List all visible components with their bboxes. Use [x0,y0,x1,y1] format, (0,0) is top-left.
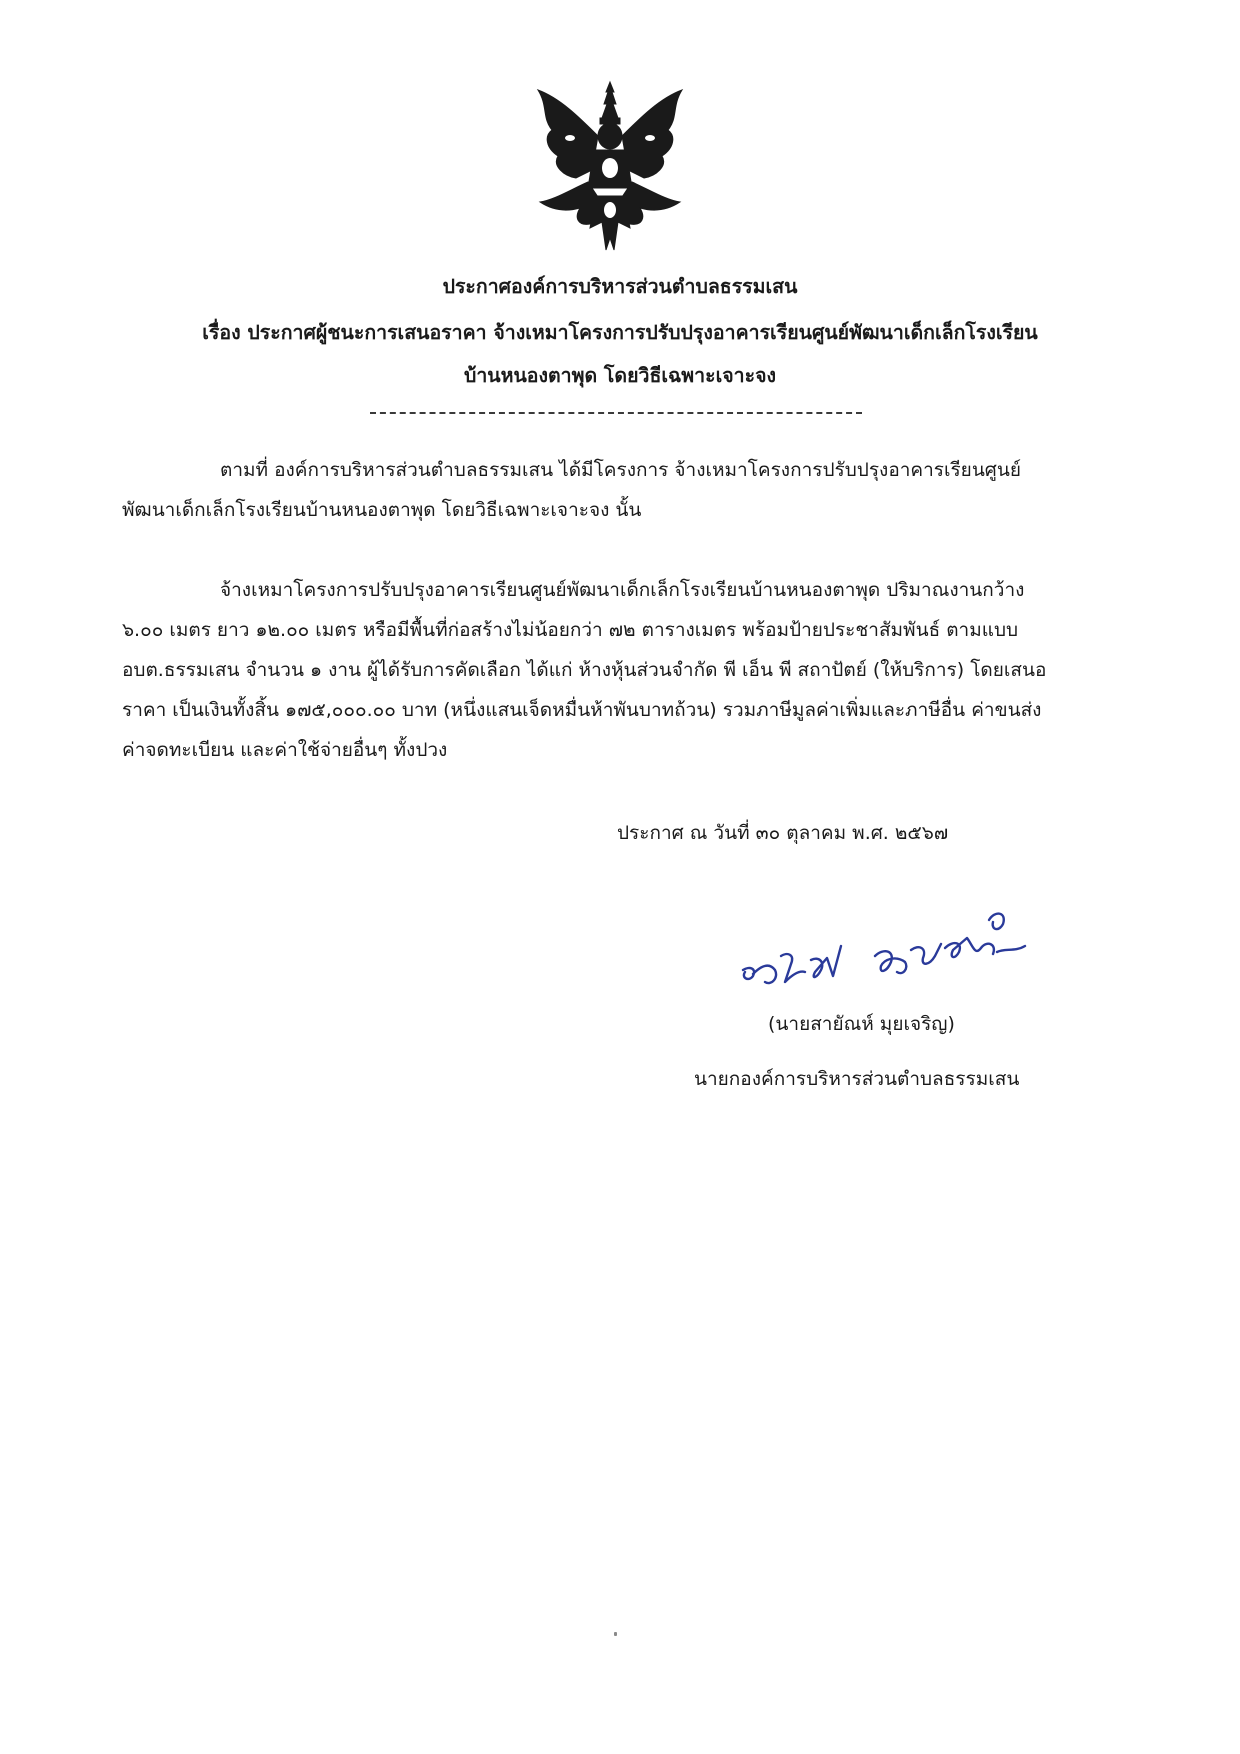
paragraph-line: จ้างเหมาโครงการปรับปรุงอาคารเรียนศูนย์พัฒนาเด็กเล็กโรงเรียนบ้านหนองตาพุด ปริมาณงานกว้าง [220,579,1025,601]
paragraph-line: พัฒนาเด็กเล็กโรงเรียนบ้านหนองตาพุด โดยวิธีเฉพาะเจาะจง นั้น [122,499,642,521]
announcement-title: ประกาศองค์การบริหารส่วนตำบลธรรมเสน [442,275,798,298]
subject-line-continued: บ้านหนองตาพุด โดยวิธีเฉพาะเจาะจง [463,364,777,387]
paragraph-line: ค่าจดทะเบียน และค่าใช้จ่ายอื่นๆ ทั้งปวง [122,739,448,761]
garuda-emblem-icon [530,78,690,258]
signer-name: (นายสายัณห์ มุยเจริญ) [768,1013,955,1035]
scan-speck [614,1632,617,1636]
signer-title: นายกองค์การบริหารส่วนตำบลธรรมเสน [694,1068,1020,1090]
dashed-divider [370,412,862,414]
paragraph-line: ราคา เป็นเงินทั้งสิ้น ๑๗๕,๐๐๐.๐๐ บาท (หนึ่งแสนเจ็ดหมื่นห้าพันบาทถ้วน) รวมภาษีมูลค่าเพิ่มและภาษีอื่น ค่าขนส่ง [122,699,1042,721]
paragraph-reference [122,450,1122,530]
handwritten-signature-icon [735,886,1045,1004]
paragraph-winner-details [122,570,1122,770]
paragraph-line: ๖.๐๐ เมตร ยาว ๑๒.๐๐ เมตร หรือมีพื้นที่ก่อสร้างไม่น้อยกว่า ๗๒ ตารางเมตร พร้อมป้ายประชาสัมพันธ์ ตามแบบ [122,619,1019,641]
paragraph-line: ตามที่ องค์การบริหารส่วนตำบลธรรมเสน ได้มีโครงการ จ้างเหมาโครงการปรับปรุงอาคารเรียนศูนย์ [220,459,1021,481]
paragraph-line: อบต.ธรรมเสน จำนวน ๑ งาน ผู้ได้รับการคัดเลือก ได้แก่ ห้างหุ้นส่วนจำกัด พี เอ็น พี สถาปัตย์ (ให้บริการ) โดยเสนอ [122,659,1047,681]
announcement-date: ประกาศ ณ วันที่ ๓๐ ตุลาคม พ.ศ. ๒๕๖๗ [617,822,949,844]
subject-line: เรื่อง ประกาศผู้ชนะการเสนอราคา จ้างเหมาโครงการปรับปรุงอาคารเรียนศูนย์พัฒนาเด็กเล็กโรงเรียน [202,321,1038,344]
